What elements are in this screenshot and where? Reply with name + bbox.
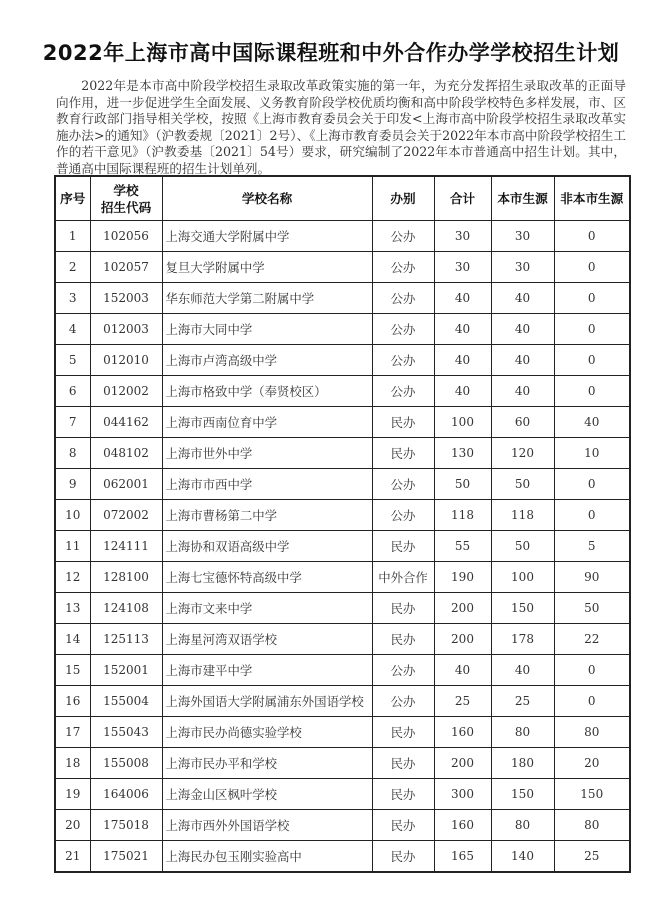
cell-local: 40 [491, 283, 554, 314]
cell-local: 140 [491, 841, 554, 873]
cell-school-name: 上海市世外中学 [162, 438, 372, 469]
cell-school-type: 公办 [372, 469, 434, 500]
cell-index: 2 [55, 252, 90, 283]
cell-nonlocal: 0 [554, 283, 630, 314]
cell-school-name: 上海金山区枫叶学校 [162, 779, 372, 810]
table-row [55, 593, 630, 624]
cell-index: 14 [55, 624, 90, 655]
cell-school-code: 044162 [90, 407, 162, 438]
cell-school-type: 民办 [372, 593, 434, 624]
cell-school-name: 上海外国语大学附属浦东外国语学校 [162, 686, 372, 717]
cell-index: 17 [55, 717, 90, 748]
cell-total: 55 [434, 531, 491, 562]
cell-local: 80 [491, 717, 554, 748]
cell-school-type: 公办 [372, 686, 434, 717]
cell-nonlocal: 0 [554, 252, 630, 283]
table-row [55, 314, 630, 345]
table-row [55, 469, 630, 500]
table-row [55, 686, 630, 717]
table-row [55, 345, 630, 376]
cell-school-name: 上海协和双语高级中学 [162, 531, 372, 562]
table-row [55, 221, 630, 252]
cell-total: 100 [434, 407, 491, 438]
cell-school-name: 上海交通大学附属中学 [162, 221, 372, 252]
header-school-code [90, 176, 162, 221]
cell-index: 11 [55, 531, 90, 562]
cell-school-type: 公办 [372, 376, 434, 407]
cell-index: 8 [55, 438, 90, 469]
cell-school-name: 上海市卢湾高级中学 [162, 345, 372, 376]
cell-school-type: 民办 [372, 407, 434, 438]
cell-school-type: 公办 [372, 252, 434, 283]
cell-index: 12 [55, 562, 90, 593]
cell-local: 100 [491, 562, 554, 593]
cell-total: 200 [434, 624, 491, 655]
cell-nonlocal: 40 [554, 407, 630, 438]
cell-school-name: 上海市格致中学（奉贤校区） [162, 376, 372, 407]
table-row [55, 531, 630, 562]
cell-nonlocal: 0 [554, 686, 630, 717]
cell-school-code: 124111 [90, 531, 162, 562]
cell-school-code: 048102 [90, 438, 162, 469]
cell-local: 150 [491, 593, 554, 624]
cell-total: 40 [434, 283, 491, 314]
table-row [55, 655, 630, 686]
cell-nonlocal: 22 [554, 624, 630, 655]
cell-local: 40 [491, 655, 554, 686]
table-body [55, 221, 630, 873]
cell-nonlocal: 25 [554, 841, 630, 873]
table-row [55, 810, 630, 841]
cell-total: 160 [434, 717, 491, 748]
cell-local: 178 [491, 624, 554, 655]
table-row [55, 407, 630, 438]
table-row [55, 500, 630, 531]
cell-total: 30 [434, 252, 491, 283]
cell-school-name: 上海民办包玉刚实验高中 [162, 841, 372, 873]
cell-total: 40 [434, 376, 491, 407]
cell-school-code: 155004 [90, 686, 162, 717]
cell-school-type: 民办 [372, 624, 434, 655]
cell-nonlocal: 50 [554, 593, 630, 624]
cell-nonlocal: 5 [554, 531, 630, 562]
cell-nonlocal: 80 [554, 717, 630, 748]
cell-school-code: 155008 [90, 748, 162, 779]
cell-nonlocal: 80 [554, 810, 630, 841]
cell-school-type: 民办 [372, 841, 434, 873]
cell-index: 6 [55, 376, 90, 407]
table-row [55, 252, 630, 283]
enrollment-plan-table [54, 175, 631, 873]
cell-school-type: 民办 [372, 717, 434, 748]
cell-school-name: 上海市民办尚德实验学校 [162, 717, 372, 748]
cell-school-name: 上海星河湾双语学校 [162, 624, 372, 655]
cell-school-name: 上海市西外外国语学校 [162, 810, 372, 841]
cell-school-name: 华东师范大学第二附属中学 [162, 283, 372, 314]
cell-nonlocal: 0 [554, 221, 630, 252]
cell-local: 40 [491, 345, 554, 376]
header-school-code-line1: 学校 [113, 182, 139, 198]
cell-school-code: 072002 [90, 500, 162, 531]
cell-index: 1 [55, 221, 90, 252]
cell-total: 30 [434, 221, 491, 252]
cell-school-code: 124108 [90, 593, 162, 624]
cell-total: 200 [434, 593, 491, 624]
table-row [55, 717, 630, 748]
cell-school-code: 175021 [90, 841, 162, 873]
cell-school-code: 152001 [90, 655, 162, 686]
cell-local: 40 [491, 314, 554, 345]
cell-index: 15 [55, 655, 90, 686]
cell-total: 130 [434, 438, 491, 469]
cell-school-code: 164006 [90, 779, 162, 810]
cell-local: 50 [491, 469, 554, 500]
table-row [55, 841, 630, 873]
cell-nonlocal: 10 [554, 438, 630, 469]
cell-local: 60 [491, 407, 554, 438]
header-local: 本市生源 [491, 176, 554, 221]
cell-index: 16 [55, 686, 90, 717]
table-header-row [55, 176, 630, 221]
cell-school-name: 复旦大学附属中学 [162, 252, 372, 283]
cell-school-code: 102056 [90, 221, 162, 252]
cell-total: 118 [434, 500, 491, 531]
cell-nonlocal: 20 [554, 748, 630, 779]
cell-local: 30 [491, 252, 554, 283]
cell-local: 120 [491, 438, 554, 469]
cell-school-type: 公办 [372, 221, 434, 252]
cell-total: 25 [434, 686, 491, 717]
header-school-type: 办别 [372, 176, 434, 221]
cell-index: 9 [55, 469, 90, 500]
header-total: 合计 [434, 176, 491, 221]
cell-school-code: 102057 [90, 252, 162, 283]
cell-school-name: 上海市民办平和学校 [162, 748, 372, 779]
cell-school-code: 125113 [90, 624, 162, 655]
cell-total: 300 [434, 779, 491, 810]
cell-school-name: 上海市建平中学 [162, 655, 372, 686]
cell-nonlocal: 0 [554, 314, 630, 345]
cell-school-name: 上海市西南位育中学 [162, 407, 372, 438]
cell-nonlocal: 90 [554, 562, 630, 593]
cell-local: 40 [491, 376, 554, 407]
cell-local: 150 [491, 779, 554, 810]
cell-index: 13 [55, 593, 90, 624]
cell-school-name: 上海市市西中学 [162, 469, 372, 500]
cell-school-code: 152003 [90, 283, 162, 314]
header-school-code-line2: 招生代码 [100, 199, 152, 215]
cell-nonlocal: 0 [554, 469, 630, 500]
cell-local: 80 [491, 810, 554, 841]
cell-school-name: 上海七宝德怀特高级中学 [162, 562, 372, 593]
cell-school-type: 民办 [372, 438, 434, 469]
cell-school-name: 上海市曹杨第二中学 [162, 500, 372, 531]
cell-school-type: 公办 [372, 500, 434, 531]
cell-total: 160 [434, 810, 491, 841]
cell-index: 3 [55, 283, 90, 314]
cell-local: 180 [491, 748, 554, 779]
document-title: 2022年上海市高中国际课程班和中外合作办学学校招生计划 [42, 41, 620, 65]
cell-school-code: 062001 [90, 469, 162, 500]
cell-total: 50 [434, 469, 491, 500]
cell-school-type: 公办 [372, 655, 434, 686]
table-row [55, 748, 630, 779]
cell-nonlocal: 0 [554, 500, 630, 531]
cell-school-type: 公办 [372, 345, 434, 376]
cell-school-code: 012003 [90, 314, 162, 345]
cell-school-type: 中外合作 [372, 562, 434, 593]
cell-school-type: 民办 [372, 748, 434, 779]
table-row [55, 562, 630, 593]
cell-local: 30 [491, 221, 554, 252]
cell-index: 7 [55, 407, 90, 438]
cell-school-name: 上海市大同中学 [162, 314, 372, 345]
header-nonlocal: 非本市生源 [554, 176, 630, 221]
cell-school-code: 155043 [90, 717, 162, 748]
cell-index: 10 [55, 500, 90, 531]
cell-school-code: 012010 [90, 345, 162, 376]
cell-total: 40 [434, 655, 491, 686]
cell-total: 40 [434, 314, 491, 345]
cell-index: 21 [55, 841, 90, 873]
cell-school-code: 012002 [90, 376, 162, 407]
cell-index: 19 [55, 779, 90, 810]
cell-nonlocal: 0 [554, 655, 630, 686]
cell-nonlocal: 150 [554, 779, 630, 810]
cell-nonlocal: 0 [554, 345, 630, 376]
cell-index: 18 [55, 748, 90, 779]
intro-paragraph: 2022年是本市高中阶段学校招生录取改革政策实施的第一年，为充分发挥招生录取改革的正面导向作用，进一步促进学生全面发展、义务教育阶段学校优质均衡和高中阶段学校特色多样发展，市、区教育行政部门指导相关学校，按照《上海市教育委员会关于印发<上海市高中阶段学校招生录取改革实施办法>的通知》（沪教委规〔2021〕2号）、《上海市教育委员会关于2022年本市高中阶段学校招生工作的若干意见》（沪教委基〔2021〕54号）要求，研究编制了2022年本市普通高中招生计划。其中，普通高中国际课程班的招生计划单列。 [56, 78, 626, 176]
cell-school-type: 民办 [372, 810, 434, 841]
cell-local: 25 [491, 686, 554, 717]
cell-school-type: 民办 [372, 531, 434, 562]
table-row [55, 438, 630, 469]
cell-school-code: 128100 [90, 562, 162, 593]
cell-nonlocal: 0 [554, 376, 630, 407]
cell-local: 118 [491, 500, 554, 531]
table-row [55, 624, 630, 655]
cell-local: 50 [491, 531, 554, 562]
cell-total: 190 [434, 562, 491, 593]
cell-index: 4 [55, 314, 90, 345]
table-row [55, 376, 630, 407]
cell-total: 40 [434, 345, 491, 376]
cell-index: 5 [55, 345, 90, 376]
header-school-name: 学校名称 [162, 176, 372, 221]
cell-school-type: 公办 [372, 283, 434, 314]
cell-total: 165 [434, 841, 491, 873]
cell-index: 20 [55, 810, 90, 841]
cell-school-type: 公办 [372, 314, 434, 345]
cell-school-code: 175018 [90, 810, 162, 841]
cell-school-name: 上海市文来中学 [162, 593, 372, 624]
table-row [55, 779, 630, 810]
cell-school-type: 民办 [372, 779, 434, 810]
header-index: 序号 [55, 176, 90, 221]
table-row [55, 283, 630, 314]
cell-total: 200 [434, 748, 491, 779]
